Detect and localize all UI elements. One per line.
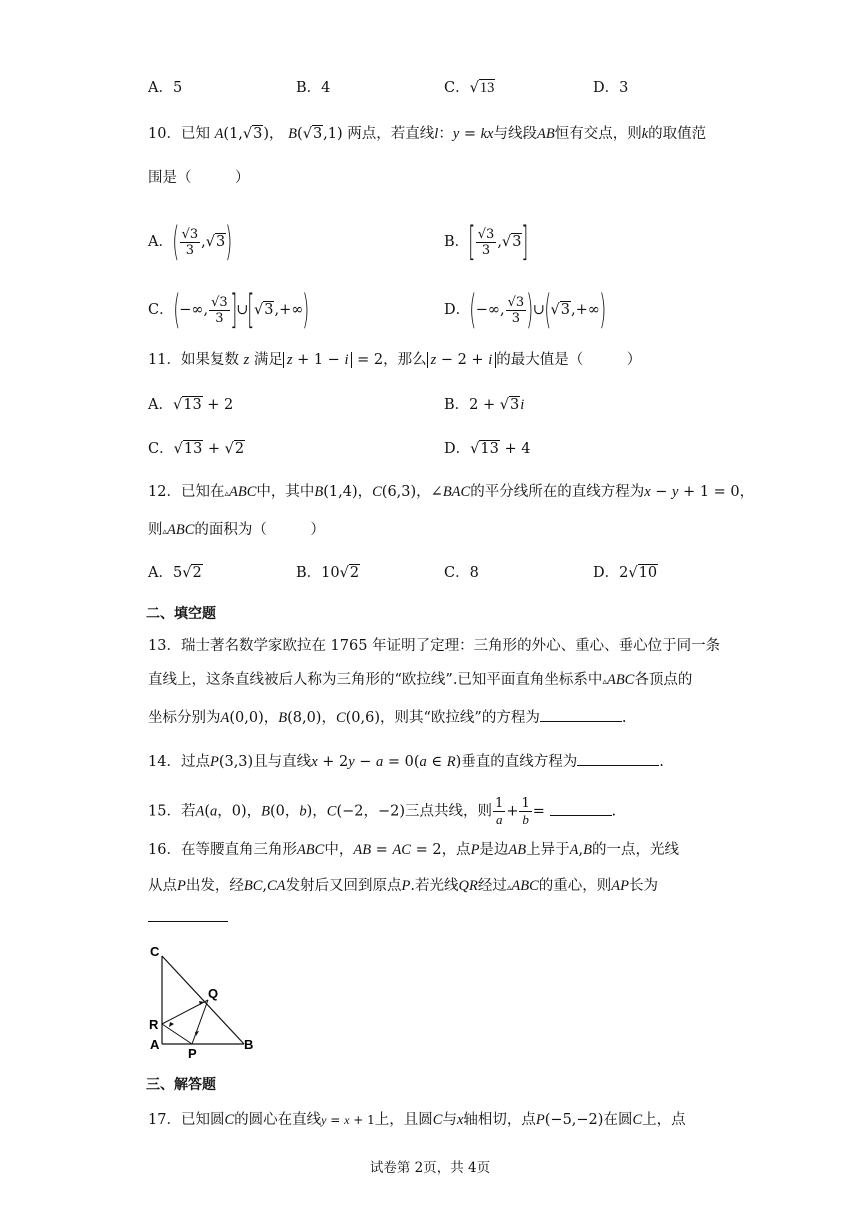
q9-option-d: D．3: [593, 80, 629, 96]
label-b: B: [244, 1037, 254, 1052]
q11-option-a: A．√13 + 2: [148, 397, 234, 413]
q16-answer-blank: [148, 908, 228, 928]
ray-pr: [162, 1024, 192, 1044]
q12-stem-line2: 则▵ABC的面积为（ ）: [148, 522, 325, 538]
q13-line2: 直线上，这条直线被后人称为三角形的“欧拉线”.已知平面直角坐标系中▵ABC各顶点的: [148, 672, 693, 688]
q10-option-d: D．(−∞, $\frac{√3}{3}$ )∪(√3,+∞): [444, 287, 607, 333]
q11-option-b: B．2 + √3i: [444, 397, 525, 413]
q10-stem: 10．已知 A(1,√3)， B(√3,1) 两点，若直线l：y = kx与线段AB恒有交点，则k的取值范: [148, 126, 707, 142]
q9-option-b: B．4: [296, 80, 331, 96]
q17: 17．已知圆C的圆心在直线y = x + 1上，且圆C与x轴相切，点P(−5,−2)在圆C上，点: [148, 1112, 686, 1128]
q13-line3: 坐标分别为A(0,0)，B(8,0)，C(0,6)，则其“欧拉线”的方程为 .: [148, 710, 627, 726]
label-p: P: [188, 1046, 197, 1060]
q13-line1: 13．瑞士著名数学家欧拉在 1765 年证明了定理：三角形的外心、重心、垂心位于同一条: [148, 638, 721, 654]
q11-stem: 11．如果复数 z 满足 z + 1 − i = 2，那么 z − 2 + i 的最大值是（ ）: [148, 352, 642, 368]
label-a: A: [150, 1037, 160, 1052]
q12-option-c: C．8: [444, 565, 479, 581]
section-fill-in-heading: 二、填空题: [146, 606, 216, 622]
q12-option-a: A．5√2: [148, 565, 202, 581]
label-r: R: [149, 1017, 159, 1032]
q12-option-d: D．2√10: [593, 565, 658, 581]
q15: 15．若A(a，0)，B(0，b)，C(−2，−2)三点共线，则 $\frac{1}{a}$ + $\frac{1}{b}$ = .: [148, 796, 617, 827]
q12-option-b: B．10√2: [296, 565, 360, 581]
arrow-r: [169, 1022, 174, 1027]
section-answer-heading: 三、解答题: [146, 1077, 216, 1093]
q9-option-c: C．√13: [444, 80, 495, 96]
q10-option-c: C．(−∞, $\frac{√3}{3}$ ]∪[√3,+∞): [148, 287, 310, 333]
side-bc: [162, 956, 244, 1044]
triangle-figure: [140, 940, 270, 1060]
q16-line2: 从点P出发，经BC,CA发射后又回到原点P.若光线QR经过▵ABC的重心，则AP长为: [148, 878, 658, 894]
q10-option-b: B．[ $\frac{√3}{3}$ ,√3]: [444, 219, 529, 265]
q11-option-d: D．√13 + 4: [444, 441, 531, 457]
page-footer: 试卷第 2页，共 4页: [369, 1160, 491, 1176]
label-c: C: [150, 944, 160, 959]
label-q: Q: [208, 986, 219, 1001]
q14: 14．过点P(3,3)且与直线x + 2y − a = 0(a ∈ R)垂直的直线方程为 .: [148, 754, 664, 770]
q12-stem: 12．已知在▵ABC中，其中B(1,4)，C(6,3)，∠BAC的平分线所在的直线方程为x − y + 1 = 0，: [148, 484, 755, 500]
q10-option-a: A．( $\frac{√3}{3}$ ,√3): [148, 219, 233, 265]
q11-option-c: C．√13 + √2: [148, 441, 245, 457]
q16-line1: 16．在等腰直角三角形ABC中，AB = AC = 2，点P是边AB上异于A,B的一点，光线: [148, 842, 679, 858]
q9-option-a: A．5: [148, 80, 183, 96]
q10-stem-line2: 围是（ ）: [148, 170, 250, 186]
